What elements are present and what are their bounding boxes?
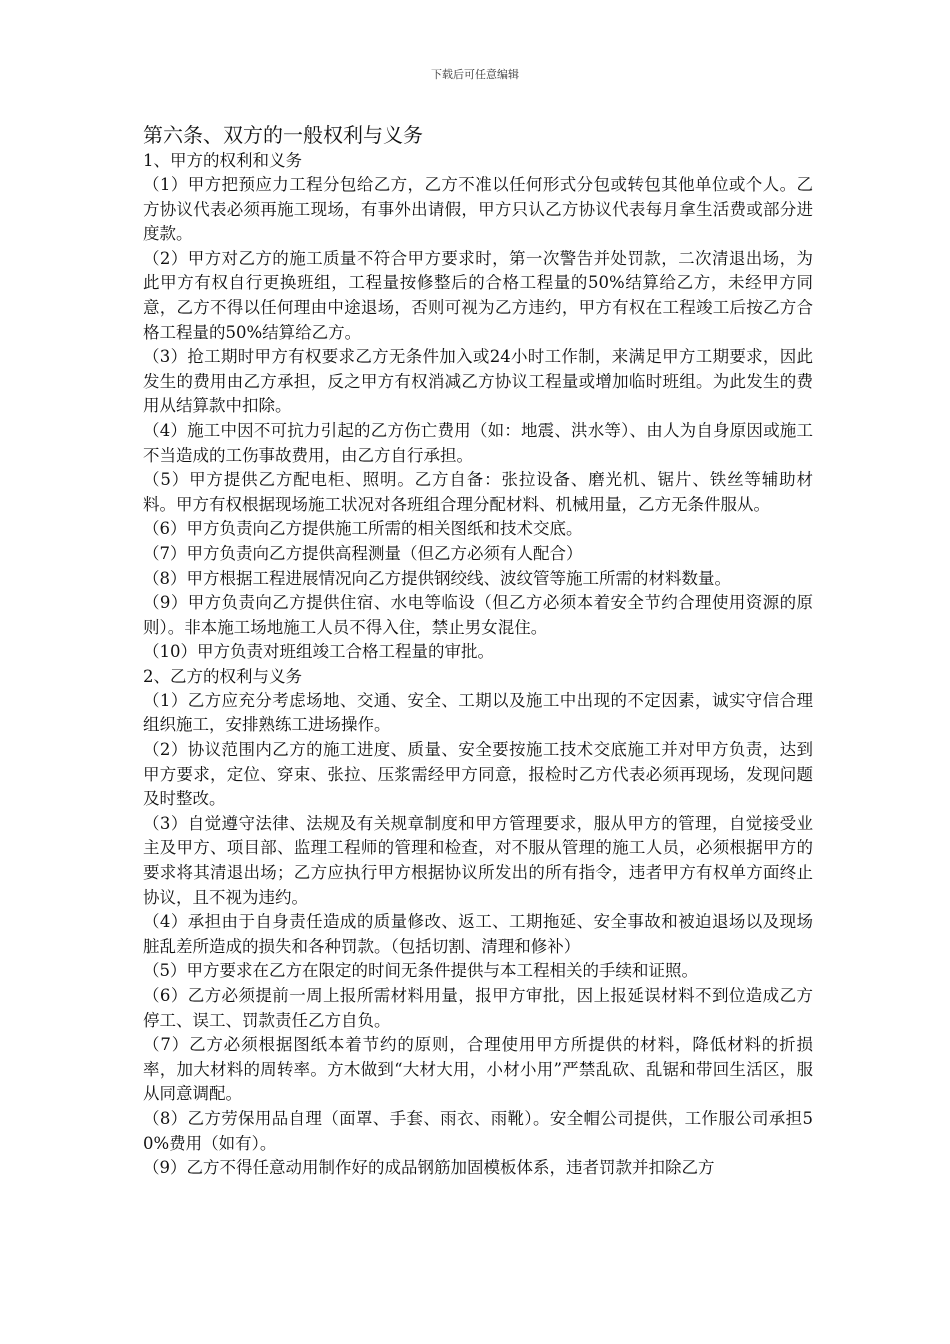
clause-paragraph: （9）乙方不得任意动用制作好的成品钢筋加固模板体系，违者罚款并扣除乙方 (143, 1158, 715, 1178)
clause-paragraph: （6）甲方负责向乙方提供施工所需的相关图纸和技术交底。 (143, 519, 583, 539)
page-header-note: 下载后可任意编辑 (431, 68, 519, 81)
clause-paragraph: （4）承担由于自身责任造成的质量修改、返工、工期拖延、安全事故和被迫退场以及现场脏乱差所造成的损失和各种罚款。（包括切割、清理和修补） (143, 912, 813, 956)
clause-paragraph: （4）施工中因不可抗力引起的乙方伤亡费用（如：地震、洪水等）、由人为自身原因或施工不当造成的工伤事故费用，由乙方自行承担。 (143, 420, 813, 465)
clause-paragraph: （2）甲方对乙方的施工质量不符合甲方要求时，第一次警告并处罚款，二次清退出场，为此甲方有权自行更换班组，工程量按修整后的合格工程量的50%结算给乙方，未经甲方同意，乙方不得以任何理由中途退场，否则可视为乙方违约，甲方有权在工程竣工后按乙方合格工程量的50%结算给乙方。 (143, 248, 813, 342)
clause-paragraph: （8）甲方根据工程进展情况向乙方提供钢绞线、波纹管等施工所需的材料数量。 (143, 568, 731, 588)
clause-paragraph: （2）协议范围内乙方的施工进度、质量、安全要按施工技术交底施工并对甲方负责，达到甲方要求，定位、穿束、张拉、压浆需经甲方同意，报检时乙方代表必须再现场，发现问题及时整改。 (143, 740, 813, 809)
section-party-a (143, 149, 813, 665)
clause-paragraph: （7）乙方必须根据图纸本着节约的原则，合理使用甲方所提供的材料，降低材料的折损率，加大材料的周转率。方木做到“大材大用，小材小用”严禁乱砍、乱锯和带回生活区，服从同意调配。 (143, 1035, 813, 1104)
clause-paragraph: （5）甲方要求在乙方在限定的时间无条件提供与本工程相关的手续和证照。 (143, 961, 698, 981)
clause-paragraph: （1）甲方把预应力工程分包给乙方，乙方不准以任何形式分包或转包其他单位或个人。乙方协议代表必须再施工现场，有事外出请假，甲方只认乙方协议代表每月拿生活费或部分进度款。 (143, 175, 813, 244)
clause-paragraph: （3）抢工期时甲方有权要求乙方无条件加入或24小时工作制，来满足甲方工期要求，因此发生的费用由乙方承担，反之甲方有权消减乙方协议工程量或增加临时班组。为此发生的费用从结算款中扣除。 (143, 347, 813, 416)
clause-paragraph: （10）甲方负责对班组竣工合格工程量的审批。 (143, 642, 494, 662)
clause-paragraph: （5）甲方提供乙方配电柜、照明。乙方自备：张拉设备、磨光机、锯片、铁丝等辅助材料。甲方有权根据现场施工状况对各班组合理分配材料、机械用量，乙方无条件服从。 (143, 470, 813, 514)
section-party-b (143, 665, 813, 1181)
section-heading: 2、乙方的权利与义务 (143, 666, 302, 686)
clause-paragraph: （9）甲方负责向乙方提供住宿、水电等临设（但乙方必须本着安全节约合理使用资源的原则）。非本施工场地施工人员不得入住，禁止男女混住。 (143, 593, 813, 637)
clause-paragraph: （7）甲方负责向乙方提供高程测量（但乙方必须有人配合） (143, 543, 583, 563)
document-body (143, 121, 813, 1181)
document-title: 第六条、双方的一般权利与义务 (143, 123, 423, 147)
clause-paragraph: （3）自觉遵守法律、法规及有关规章制度和甲方管理要求，服从甲方的管理，自觉接受业主及甲方、项目部、监理工程师的管理和检查，对不服从管理的施工人员，必须根据甲方的要求将其清退出场；乙方应执行甲方根据协议所发出的所有指令，违者甲方有权单方面终止协议，且不视为违约。 (143, 813, 813, 907)
clause-paragraph: （1）乙方应充分考虑场地、交通、安全、工期以及施工中出现的不定因素，诚实守信合理组织施工，安排熟练工进场操作。 (143, 690, 813, 735)
clause-paragraph: （8）乙方劳保用品自理（面罩、手套、雨衣、雨靴）。安全帽公司提供，工作服公司承担50%费用（如有）。 (143, 1108, 813, 1153)
section-heading: 1、甲方的权利和义务 (143, 151, 302, 170)
clause-paragraph: （6）乙方必须提前一周上报所需材料用量，报甲方审批，因上报延误材料不到位造成乙方停工、误工、罚款责任乙方自负。 (143, 986, 813, 1030)
